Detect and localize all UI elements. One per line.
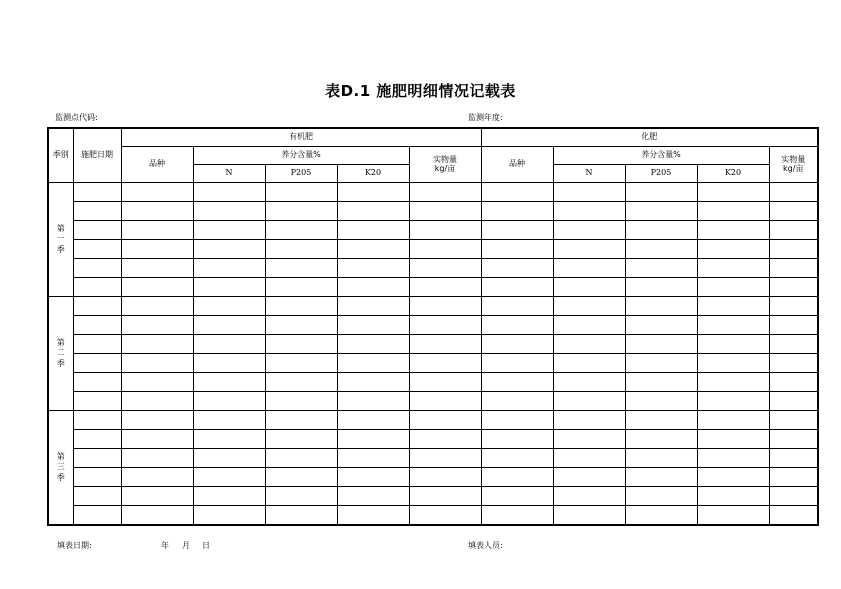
fill-person-label: 填表人员: xyxy=(468,541,503,550)
table-cell[interactable] xyxy=(73,411,121,430)
table-cell[interactable] xyxy=(337,202,409,221)
table-cell[interactable] xyxy=(121,183,193,202)
table-cell[interactable] xyxy=(625,506,697,526)
table-row xyxy=(48,316,818,335)
table-cell[interactable] xyxy=(481,373,553,392)
table-cell[interactable] xyxy=(121,392,193,411)
table-cell[interactable] xyxy=(193,183,265,202)
table-cell[interactable] xyxy=(409,411,481,430)
table-cell[interactable] xyxy=(769,335,818,354)
table-cell[interactable] xyxy=(409,221,481,240)
fill-month-label: 月 xyxy=(182,541,190,550)
table-cell[interactable] xyxy=(337,430,409,449)
table-cell[interactable] xyxy=(121,335,193,354)
season-label-cell xyxy=(48,297,73,411)
table-cell[interactable] xyxy=(769,259,818,278)
table-row xyxy=(48,297,818,316)
table-cell[interactable] xyxy=(73,506,121,526)
table-cell[interactable] xyxy=(265,297,337,316)
table-cell[interactable] xyxy=(265,259,337,278)
table-cell[interactable] xyxy=(625,240,697,259)
table-cell[interactable] xyxy=(73,468,121,487)
table-cell[interactable] xyxy=(481,487,553,506)
season-label: 第三季 xyxy=(56,451,65,482)
table-cell[interactable] xyxy=(193,240,265,259)
fill-date-label: 填表日期: xyxy=(57,541,92,550)
chemical-amount-unit: kg/亩 xyxy=(783,163,804,173)
table-cell[interactable] xyxy=(409,183,481,202)
table-cell[interactable] xyxy=(73,183,121,202)
table-cell[interactable] xyxy=(121,487,193,506)
table-cell[interactable] xyxy=(121,449,193,468)
fill-day-label: 日 xyxy=(202,541,210,550)
table-cell[interactable] xyxy=(121,278,193,297)
table-cell[interactable] xyxy=(769,468,818,487)
table-cell[interactable] xyxy=(697,278,769,297)
monitor-year-label: 监测年度: xyxy=(468,113,503,122)
table-cell[interactable] xyxy=(73,373,121,392)
table-cell[interactable] xyxy=(409,240,481,259)
table-cell[interactable] xyxy=(193,278,265,297)
table-cell[interactable] xyxy=(481,335,553,354)
table-cell[interactable] xyxy=(73,259,121,278)
table-cell[interactable] xyxy=(769,240,818,259)
table-cell[interactable] xyxy=(481,316,553,335)
table-row xyxy=(48,240,818,259)
table-cell[interactable] xyxy=(337,297,409,316)
chemical-nutrient-header: 养分含量% xyxy=(553,147,769,165)
table-cell[interactable] xyxy=(337,468,409,487)
table-cell[interactable] xyxy=(625,430,697,449)
table-cell[interactable] xyxy=(553,183,625,202)
table-cell[interactable] xyxy=(121,297,193,316)
table-cell[interactable] xyxy=(769,487,818,506)
table-cell[interactable] xyxy=(265,468,337,487)
table-cell[interactable] xyxy=(625,221,697,240)
table-cell[interactable] xyxy=(625,278,697,297)
table-row xyxy=(48,373,818,392)
chemical-n-header: N xyxy=(553,165,625,183)
organic-k-header: K20 xyxy=(337,165,409,183)
table-cell[interactable] xyxy=(769,316,818,335)
table-row xyxy=(48,278,818,297)
table-cell[interactable] xyxy=(193,335,265,354)
organic-header: 有机肥 xyxy=(121,128,481,147)
chemical-k-header: K20 xyxy=(697,165,769,183)
table-row xyxy=(48,183,818,202)
table-cell[interactable] xyxy=(73,449,121,468)
table-cell[interactable] xyxy=(553,278,625,297)
table-cell[interactable] xyxy=(73,240,121,259)
table-cell[interactable] xyxy=(697,411,769,430)
table-cell[interactable] xyxy=(409,297,481,316)
table-cell[interactable] xyxy=(553,430,625,449)
table-cell[interactable] xyxy=(337,316,409,335)
table-cell[interactable] xyxy=(697,392,769,411)
table-cell[interactable] xyxy=(121,259,193,278)
table-cell[interactable] xyxy=(697,449,769,468)
table-cell[interactable] xyxy=(553,202,625,221)
table-cell[interactable] xyxy=(265,411,337,430)
table-cell[interactable] xyxy=(121,354,193,373)
table-cell[interactable] xyxy=(697,202,769,221)
table-cell[interactable] xyxy=(409,316,481,335)
table-cell[interactable] xyxy=(409,506,481,526)
table-cell[interactable] xyxy=(553,449,625,468)
table-cell[interactable] xyxy=(553,487,625,506)
organic-n-header: N xyxy=(193,165,265,183)
table-cell[interactable] xyxy=(481,240,553,259)
table-cell[interactable] xyxy=(409,278,481,297)
organic-amount-header xyxy=(409,147,481,183)
table-cell[interactable] xyxy=(625,335,697,354)
chemical-p-header: P205 xyxy=(625,165,697,183)
organic-p-header: P205 xyxy=(265,165,337,183)
table-row xyxy=(48,354,818,373)
table-cell[interactable] xyxy=(481,202,553,221)
table-cell[interactable] xyxy=(481,354,553,373)
table-cell[interactable] xyxy=(697,297,769,316)
table-cell[interactable] xyxy=(697,354,769,373)
table-cell[interactable] xyxy=(265,316,337,335)
table-cell[interactable] xyxy=(193,221,265,240)
table-cell[interactable] xyxy=(481,411,553,430)
table-cell[interactable] xyxy=(193,487,265,506)
table-row xyxy=(48,487,818,506)
table-cell[interactable] xyxy=(625,316,697,335)
table-row xyxy=(48,221,818,240)
table-cell[interactable] xyxy=(121,411,193,430)
table-cell[interactable] xyxy=(337,354,409,373)
page-title: 表D.1 施肥明细情况记载表 xyxy=(325,82,516,100)
table-cell[interactable] xyxy=(265,392,337,411)
table-cell[interactable] xyxy=(265,202,337,221)
table-cell[interactable] xyxy=(553,316,625,335)
table-cell[interactable] xyxy=(193,468,265,487)
table-cell[interactable] xyxy=(697,430,769,449)
table-cell[interactable] xyxy=(769,202,818,221)
chemical-amount-label: 实物量 xyxy=(781,155,806,165)
table-cell[interactable] xyxy=(193,354,265,373)
table-cell[interactable] xyxy=(769,506,818,526)
table-cell[interactable] xyxy=(265,221,337,240)
table-cell[interactable] xyxy=(121,221,193,240)
table-row xyxy=(48,449,818,468)
table-cell[interactable] xyxy=(73,316,121,335)
table-cell[interactable] xyxy=(121,430,193,449)
table-cell[interactable] xyxy=(625,468,697,487)
table-cell[interactable] xyxy=(409,259,481,278)
table-cell[interactable] xyxy=(553,297,625,316)
season-label: 第二季 xyxy=(56,337,65,368)
table-cell[interactable] xyxy=(553,392,625,411)
table-cell[interactable] xyxy=(193,392,265,411)
organic-nutrient-header: 养分含量% xyxy=(193,147,409,165)
table-cell[interactable] xyxy=(481,297,553,316)
table-cell[interactable] xyxy=(73,221,121,240)
table-cell[interactable] xyxy=(193,259,265,278)
table-cell[interactable] xyxy=(481,183,553,202)
table-cell[interactable] xyxy=(193,411,265,430)
table-cell[interactable] xyxy=(337,506,409,526)
table-cell[interactable] xyxy=(625,449,697,468)
table-cell[interactable] xyxy=(265,487,337,506)
table-cell[interactable] xyxy=(73,297,121,316)
table-cell[interactable] xyxy=(73,430,121,449)
table-cell[interactable] xyxy=(265,335,337,354)
table-cell[interactable] xyxy=(697,316,769,335)
table-cell[interactable] xyxy=(265,430,337,449)
table-cell[interactable] xyxy=(337,373,409,392)
table-cell[interactable] xyxy=(697,183,769,202)
table-cell[interactable] xyxy=(193,430,265,449)
table-cell[interactable] xyxy=(73,335,121,354)
table-cell[interactable] xyxy=(553,335,625,354)
table-cell[interactable] xyxy=(769,297,818,316)
table-cell[interactable] xyxy=(193,202,265,221)
table-cell[interactable] xyxy=(337,487,409,506)
table-cell[interactable] xyxy=(625,202,697,221)
table-cell[interactable] xyxy=(265,278,337,297)
table-cell[interactable] xyxy=(697,506,769,526)
table-cell[interactable] xyxy=(409,373,481,392)
table-cell[interactable] xyxy=(409,392,481,411)
table-cell[interactable] xyxy=(481,259,553,278)
table-cell[interactable] xyxy=(553,373,625,392)
table-cell[interactable] xyxy=(697,487,769,506)
table-cell[interactable] xyxy=(625,392,697,411)
table-cell[interactable] xyxy=(73,354,121,373)
table-cell[interactable] xyxy=(409,449,481,468)
organic-amount-unit: kg/亩 xyxy=(434,163,456,173)
table-cell[interactable] xyxy=(121,316,193,335)
table-cell[interactable] xyxy=(265,240,337,259)
table-row xyxy=(48,202,818,221)
table-cell[interactable] xyxy=(121,240,193,259)
table-cell[interactable] xyxy=(625,411,697,430)
table-cell[interactable] xyxy=(697,373,769,392)
table-cell[interactable] xyxy=(337,278,409,297)
table-cell[interactable] xyxy=(697,259,769,278)
table-row xyxy=(48,506,818,526)
fill-year-label: 年 xyxy=(161,541,169,550)
table-cell[interactable] xyxy=(697,221,769,240)
table-cell[interactable] xyxy=(193,373,265,392)
table-cell[interactable] xyxy=(769,411,818,430)
table-row xyxy=(48,392,818,411)
table-cell[interactable] xyxy=(553,240,625,259)
table-cell[interactable] xyxy=(337,183,409,202)
table-row xyxy=(48,468,818,487)
table-cell[interactable] xyxy=(121,202,193,221)
table-cell[interactable] xyxy=(769,278,818,297)
table-cell[interactable] xyxy=(121,506,193,526)
table-cell[interactable] xyxy=(697,468,769,487)
table-cell[interactable] xyxy=(337,335,409,354)
table-cell[interactable] xyxy=(625,487,697,506)
table-cell[interactable] xyxy=(553,506,625,526)
season-label: 第一季 xyxy=(56,223,65,254)
table-cell[interactable] xyxy=(769,373,818,392)
table-cell[interactable] xyxy=(265,354,337,373)
table-cell[interactable] xyxy=(337,449,409,468)
table-cell[interactable] xyxy=(625,183,697,202)
table-cell[interactable] xyxy=(337,411,409,430)
monitor-code-label: 监测点代码: xyxy=(55,113,98,122)
table-cell[interactable] xyxy=(769,183,818,202)
table-cell[interactable] xyxy=(337,259,409,278)
table-cell[interactable] xyxy=(265,373,337,392)
table-cell[interactable] xyxy=(121,468,193,487)
table-cell[interactable] xyxy=(625,297,697,316)
table-row xyxy=(48,335,818,354)
table-cell[interactable] xyxy=(769,430,818,449)
table-cell[interactable] xyxy=(193,297,265,316)
season-header: 季别 xyxy=(48,128,73,183)
table-cell[interactable] xyxy=(553,468,625,487)
table-cell[interactable] xyxy=(769,221,818,240)
organic-amount-label: 实物量 xyxy=(433,155,457,165)
table-cell[interactable] xyxy=(481,221,553,240)
table-cell[interactable] xyxy=(409,202,481,221)
table-cell[interactable] xyxy=(553,221,625,240)
table-cell[interactable] xyxy=(265,183,337,202)
table-cell[interactable] xyxy=(409,335,481,354)
chemical-amount-header xyxy=(769,147,818,183)
table-cell[interactable] xyxy=(769,449,818,468)
table-cell[interactable] xyxy=(73,392,121,411)
table-cell[interactable] xyxy=(481,449,553,468)
organic-variety-header: 品种 xyxy=(121,147,193,183)
table-cell[interactable] xyxy=(481,392,553,411)
table-row xyxy=(48,259,818,278)
table-cell[interactable] xyxy=(265,449,337,468)
table-cell[interactable] xyxy=(409,430,481,449)
table-cell[interactable] xyxy=(481,506,553,526)
fertilization-table xyxy=(47,127,819,526)
table-cell[interactable] xyxy=(409,354,481,373)
table-cell[interactable] xyxy=(481,468,553,487)
table-cell[interactable] xyxy=(409,487,481,506)
table-cell[interactable] xyxy=(625,354,697,373)
table-cell[interactable] xyxy=(337,392,409,411)
table-cell[interactable] xyxy=(481,430,553,449)
season-label-cell xyxy=(48,183,73,297)
table-cell[interactable] xyxy=(481,278,553,297)
table-cell[interactable] xyxy=(553,259,625,278)
table-cell[interactable] xyxy=(337,221,409,240)
table-row xyxy=(48,411,818,430)
table-cell[interactable] xyxy=(697,335,769,354)
table-cell[interactable] xyxy=(769,354,818,373)
table-cell[interactable] xyxy=(193,449,265,468)
table-cell[interactable] xyxy=(193,316,265,335)
table-row xyxy=(48,430,818,449)
table-cell[interactable] xyxy=(193,506,265,526)
table-cell[interactable] xyxy=(553,354,625,373)
table-cell[interactable] xyxy=(73,487,121,506)
table-cell[interactable] xyxy=(73,278,121,297)
table-cell[interactable] xyxy=(265,506,337,526)
season-label-cell xyxy=(48,411,73,526)
table-cell[interactable] xyxy=(121,373,193,392)
date-header: 施肥日期 xyxy=(73,128,121,183)
table-cell[interactable] xyxy=(337,240,409,259)
table-cell[interactable] xyxy=(625,259,697,278)
table-cell[interactable] xyxy=(697,240,769,259)
table-cell[interactable] xyxy=(73,202,121,221)
chemical-header: 化肥 xyxy=(481,128,818,147)
table-cell[interactable] xyxy=(625,373,697,392)
chemical-variety-header: 品种 xyxy=(481,147,553,183)
table-cell[interactable] xyxy=(769,392,818,411)
table-cell[interactable] xyxy=(553,411,625,430)
table-cell[interactable] xyxy=(409,468,481,487)
